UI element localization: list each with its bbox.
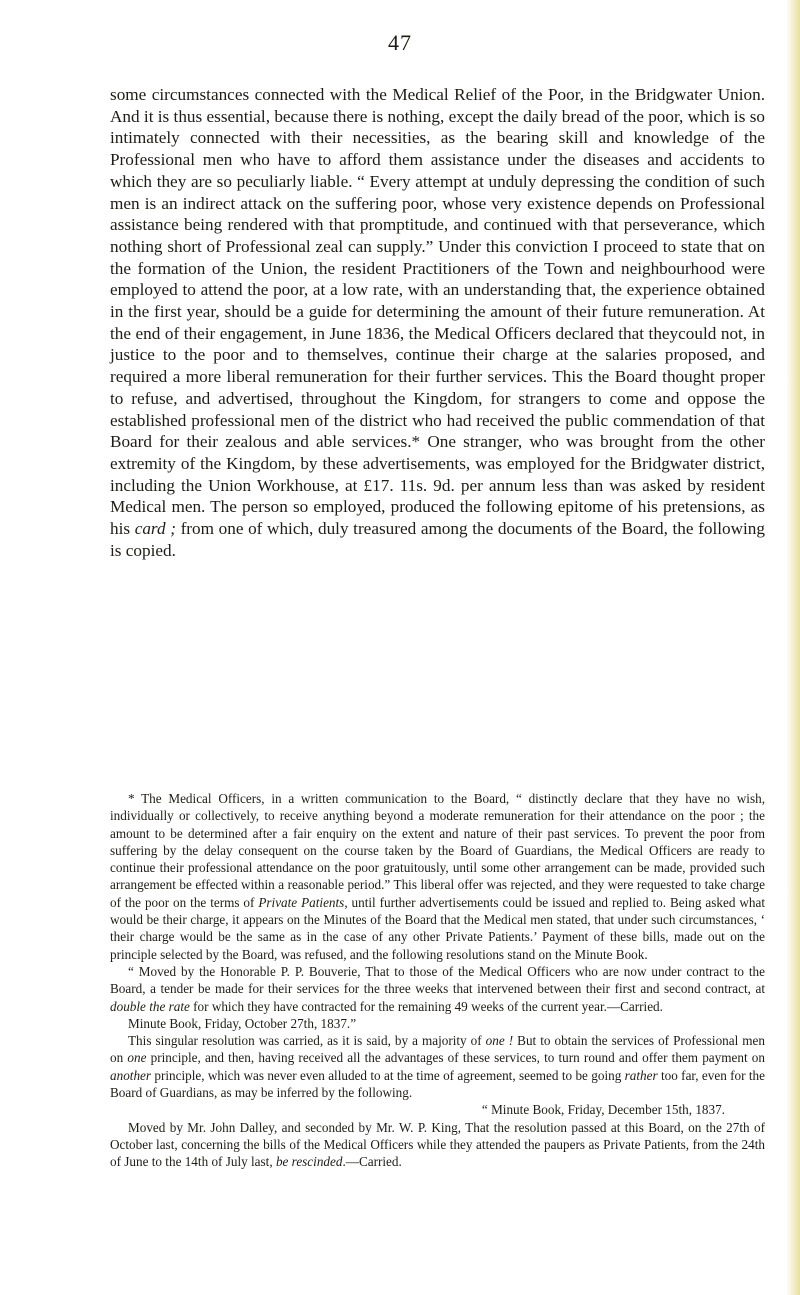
footnotes (110, 790, 765, 1171)
main-text-run: some circumstances connected with the Medical Relief of the Poor, in the Bridgwater Union. And it is thus essential, because there is nothing, except the daily bread of the poor, which is so intimately connected with their necessities, as the bearing skill and knowledge of the Professional men who have to afford them assistance under the diseases and accidents to which they are so peculiarly liable. “ Every attempt at unduly depressing the condition of such men is an indirect attack on the suffering poor, whose very existence depends on Professional assistance being rendered with that promptitude, and continued with that perseverance, which nothing short of Professional zeal can supply.” Under this conviction I proceed to state that on the formation of the Union, the resident Practitioners of the Town and neighbourhood were employed to attend the poor, at a low rate, with an understanding that, the experience obtained in the first year, should be a guide for determining the amount of their future remuneration. At the end of their engagement, in June 1836, the Medical Officers declared that theycould not, in justice to the poor and to themselves, continue their charge at the salaries proposed, and required a more liberal remuneration for their further services. This the Board thought proper to refuse, and advertised, throughout the Kingdom, for strangers to come and oppose the established professional men of the district who had received the public commendation of that Board for their zealous and able services.* One stranger, who was brought from the other extremity of the Kingdom, by these advertisements, was employed for the Bridgwater district, including the Union Workhouse, at £17. 11s. 9d. per annum less than was asked by resident Medical men. The person so employed, produced the following epitome of his pretensions, as his (110, 85, 765, 539)
footnote-italic-one: one ! (485, 1033, 514, 1049)
footnote-run: principle, which was never even alluded to at the time of agreement, seemed to be going (151, 1067, 625, 1083)
footnote-run: “ Moved by the Honorable P. P. Bouverie, That to those of the Medical Officers who are now under contract to the Board, a tender be made for their services for the three weeks that intervened between their first and second contract, at (110, 963, 765, 997)
footnote-minute-line: Minute Book, Friday, October 27th, 1837.” (128, 1015, 357, 1031)
footnote-run: for which they have contracted for the remaining 49 weeks of the current year.—Carried. (189, 998, 663, 1014)
footnote-run: , until further advertisements could be issued and replied to. Being asked what would be their charge, it appears on the Minutes of the Board that the Medical men stated, that under such circumstances, ‘ their charge would be the same as in the case of any other Private Patients.’ Payment of these bills, made out on the principle selected by the Board, was refused, and the following resolutions stand on the Minute Book. (110, 894, 765, 962)
footnote-italic-one: one (127, 1050, 147, 1066)
footnote-run: .—Carried. (342, 1154, 402, 1170)
main-text-italic-card: card ; (134, 519, 176, 539)
footnote-minute-heading: “ Minute Book, Friday, December 15th, 1837. (481, 1102, 725, 1118)
main-paragraph (110, 84, 765, 561)
page-number: 47 (388, 30, 412, 55)
footnote-italic-rescinded: be rescinded (275, 1154, 343, 1170)
footnote-italic-double-rate: double the rate (110, 998, 190, 1014)
footnote-italic-another: another (110, 1067, 152, 1083)
page-edge (786, 0, 800, 1295)
footnote-run: Moved by Mr. John Dalley, and seconded by Mr. W. P. King, That the resolution passed at this Board, on the 27th of October last, concerning the bills of the Medical Officers while they attended the paupers as Private Patients, from the 24th of June to the 14th of July last, (110, 1119, 765, 1170)
footnote-run: But to obtain the services of Professional men on (110, 1033, 766, 1066)
footnote-paragraph (110, 963, 765, 1015)
footnote-italic-rather: rather (624, 1067, 658, 1083)
footnote-run: principle, and then, having received all the advantages of these services, to turn round and offer them payment on (146, 1050, 765, 1066)
footnote-run: * The Medical Officers, in a written communication to the Board, “ distinctly declare that they have no wish, individually or collectively, to receive anything beyond a moderate remuneration for their attendance on the poor ; the amount to be determined after a fair enquiry on the extent and nature of their past services. To prevent the poor from suffering by the delay consequent on the course taken by the Board of Guardians, the Medical Officers are ready to continue their professional attendance on the poor gratuitously, until some other arrangement can be made, provided such arrangement be effected within a reasonable period.” This liberal offer was rejected, and they were requested to take charge of the poor on the terms of (110, 791, 765, 910)
main-text-run: from one of which, duly treasured among the documents of the Board, the following is copied. (110, 519, 765, 560)
footnote-run: too far, even for the Board of Guardians, as may be inferred by the following. (110, 1067, 765, 1101)
footnote-paragraph (110, 790, 765, 963)
main-text (110, 84, 765, 561)
footnote-italic-private-patients: Private Patients (258, 894, 345, 910)
footnote-run: This singular resolution was carried, as it is said, by a majority of (128, 1033, 486, 1049)
footnote-paragraph (110, 1119, 765, 1171)
footnote-paragraph (110, 1032, 765, 1101)
